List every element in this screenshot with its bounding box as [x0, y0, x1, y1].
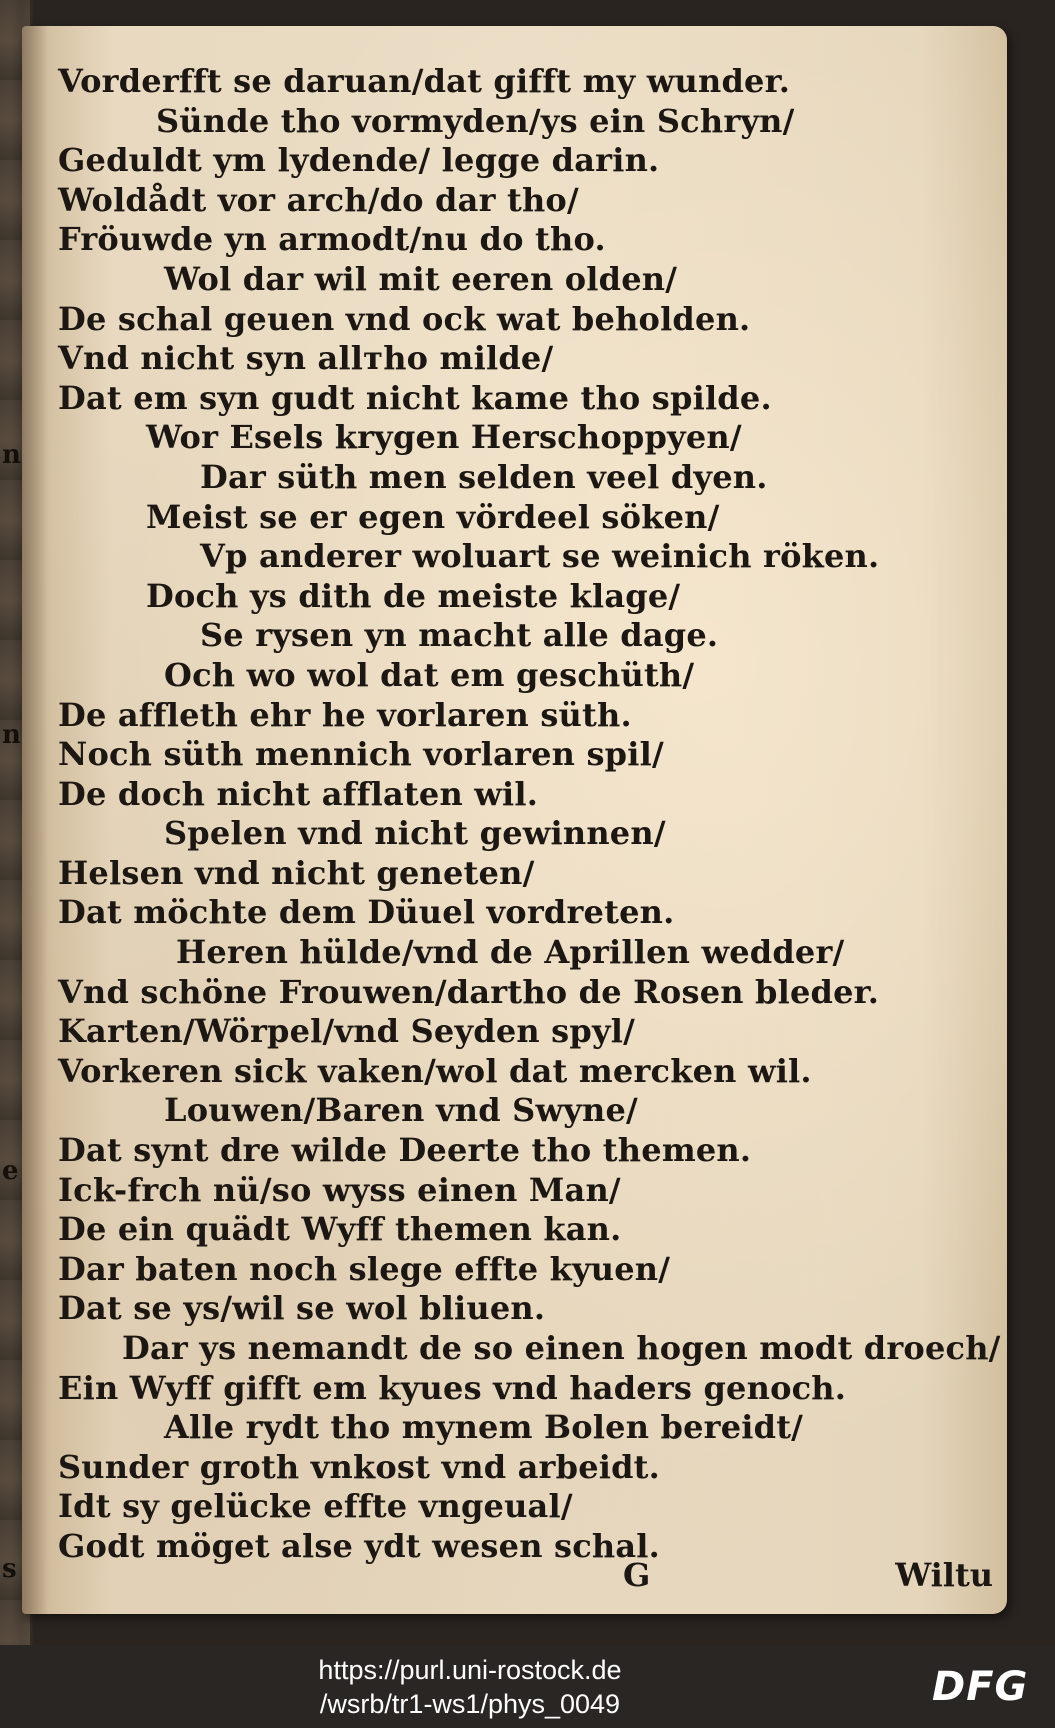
text-line: Heren hülde/vnd de Aprillen wedder/	[176, 933, 845, 972]
text-line: Wol dar wil mit eeren olden/	[164, 259, 678, 298]
text-line: Dar ys nemandt de so einen hogen modt droech/	[122, 1329, 1001, 1367]
text-line: Ein Wyff gifft em kyues vnd haders genoch.	[58, 1368, 847, 1407]
text-line: Idt sy gelücke effte vngeual/	[58, 1487, 573, 1526]
text-line: Dar baten noch slege effte kyuen/	[58, 1249, 671, 1288]
signature-mark: G	[623, 1556, 651, 1594]
text-line: Fröuwde yn armodt/nu do tho.	[58, 220, 606, 259]
text-line: Vnd nicht syn allтho milde/	[58, 339, 554, 378]
text-line: Meist se er egen vördeel söken/	[146, 497, 720, 536]
text-line: Ick-frch nü/so wyss einen Man/	[58, 1170, 621, 1209]
text-line: Dat em syn gudt nicht kame tho spilde.	[58, 378, 772, 417]
margin-mark: s	[2, 1554, 17, 1584]
text-line: Dat synt dre wilde Deerte tho themen.	[58, 1131, 752, 1170]
text-line: Godt möget alse ydt wesen schal.	[58, 1526, 661, 1565]
book-page	[22, 26, 1007, 1614]
text-line: Alle rydt tho mynem Bolen bereidt/	[164, 1408, 804, 1447]
page-text	[58, 62, 1001, 1567]
text-line: Woldådt vor arch/do dar tho/	[58, 180, 579, 219]
text-line: De doch nicht afflaten wil.	[58, 774, 539, 813]
url-line-1[interactable]: https://purl.uni-rostock.de	[318, 1655, 622, 1685]
text-line: Noch süth mennich vorlaren spil/	[58, 735, 664, 774]
page-footer	[58, 1556, 993, 1600]
text-line: Geduldt ym lydende/ legge darin.	[58, 141, 660, 180]
margin-marks	[0, 0, 22, 1645]
text-line: Sunder groth vnkost vnd arbeidt.	[58, 1447, 661, 1486]
text-line: Vp anderer woluart se weinich röken.	[200, 537, 880, 576]
text-line: Wor Esels krygen Herschoppyen/	[146, 418, 742, 457]
margin-mark: n	[2, 720, 21, 750]
text-line: De affleth ehr he vorlaren süth.	[58, 695, 632, 734]
text-line: De schal geuen vnd ock wat beholden.	[58, 299, 751, 338]
margin-mark: e	[2, 1156, 19, 1186]
viewer-footer-bar	[0, 1645, 1055, 1728]
text-line: Dar süth men selden veel dyen.	[200, 457, 768, 496]
url-line-2[interactable]: /wsrb/tr1-ws1/phys_0049	[319, 1689, 621, 1719]
text-line: Och wo wol dat em geschüth/	[164, 655, 695, 694]
text-line: Dat se ys/wil se wol bliuen.	[58, 1289, 546, 1328]
text-line: Vorderfft se daruan/dat gifft my wunder.	[58, 62, 791, 100]
margin-mark: n	[2, 440, 21, 470]
text-line: Karten/Wörpel/vnd Seyden spyl/	[58, 1012, 636, 1051]
text-line: Se rysen yn macht alle dage.	[200, 616, 719, 655]
text-line: Spelen vnd nicht gewinnen/	[164, 814, 666, 853]
dfg-logo: DFG	[932, 1664, 1029, 1710]
permalink-url[interactable]	[0, 1653, 940, 1721]
text-line: Doch ys dith de meiste klage/	[146, 576, 681, 615]
text-line: De ein quädt Wyff themen kan.	[58, 1210, 622, 1249]
text-line: Helsen vnd nicht geneten/	[58, 853, 535, 892]
text-line: Vnd schöne Frouwen/dartho de Rosen bleder.	[58, 972, 880, 1011]
catchword: Wiltu	[895, 1556, 993, 1594]
text-line: Louwen/Baren vnd Swyne/	[164, 1091, 638, 1130]
text-line: Sünde tho vormyden/ys ein Schryn/	[156, 101, 795, 140]
text-line: Dat möchte dem Düuel vordreten.	[58, 893, 675, 932]
text-line: Vorkeren sick vaken/wol dat mercken wil.	[58, 1051, 812, 1090]
